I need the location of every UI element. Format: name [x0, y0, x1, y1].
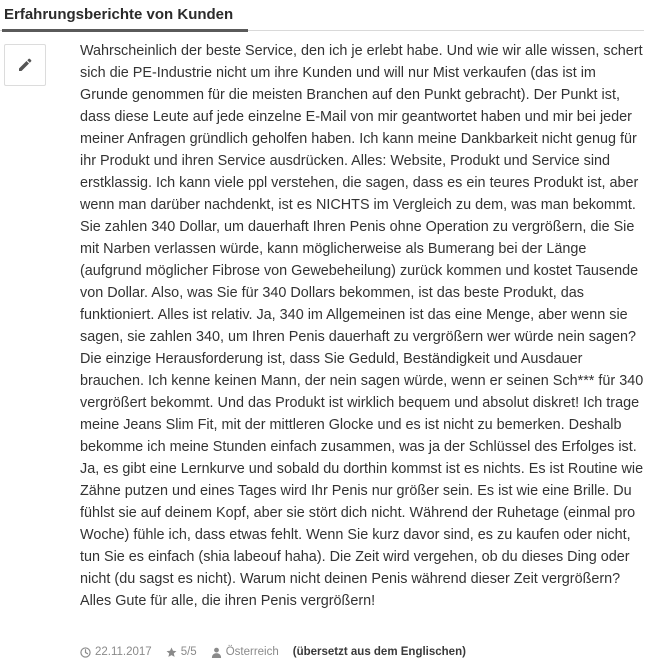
- title-underline: [2, 29, 248, 32]
- review-meta: [80, 642, 480, 662]
- review-date-text: 22.11.2017: [95, 646, 152, 658]
- review-date: [80, 646, 152, 658]
- review-rating-text: 5/5: [180, 646, 197, 658]
- review-country: [211, 646, 279, 658]
- section-header: [0, 0, 644, 31]
- clock-icon: [80, 647, 91, 658]
- star-icon: [166, 647, 177, 658]
- translated-note: (übersetzt aus dem Englischen): [292, 646, 466, 658]
- pencil-icon: [18, 58, 32, 72]
- section-title: Erfahrungsberichte von Kunden: [4, 6, 234, 23]
- review-country-text: Österreich: [225, 646, 279, 658]
- review-rating: [166, 646, 197, 658]
- review-text: Wahrscheinlich der beste Service, den ich je erlebt habe. Und wie wir alle wissen, schert sich die PE-Industrie nicht um ihre Kunden und will nur Mist verkaufen (das ist im Grunde genommen für die meisten Branchen auf den Punkt gebracht). Der Punkt ist, dass diese Leute auf jede einzelne E-Mail von mir geantwortet haben und mir bei jeder meiner Anfragen gründlich geholfen haben. Ich kann meine Dankbarkeit nicht genug für ihr Produkt und ihren Service ausdrücken. Alles: Website, Produkt und Service sind erstklassig. Ich kann viele ppl verstehen, die sagen, dass es ein teures Produkt ist, aber wenn man darüber nachdenkt, ist es NICHTS im Vergleich zu dem, was man bekommt. Sie zahlen 340 Dollar, um dauerhaft Ihren Penis ohne Operation zu vergrößern, die Sie mit Narben verlassen würde, kann möglicherweise als Bumerang bei der Länge (aufgrund möglicher Fibrose von Gewebeheilung) zurück kommen und kostet Tausende von Dollar. Also, was Sie für 340 Dollars bekommen, ist das beste Produkt, das funktioniert. Alles ist relativ. Ja, 340 im Allgemeinen ist das eine Menge, aber wenn sie sagen, sie zahlen 340, um Ihren Penis dauerhaft zu vergrößern wer würde nein sagen? Die einzige Herausforderung ist, dass Sie Geduld, Beständigkeit und Ausdauer brauchen. Ich kenne keinen Mann, der nein sagen würde, wenn er seinen Sch*** für 340 vergrößert bekommt. Und das Produkt ist wirklich bequem und absolut diskret! Ich trage meine Jeans Slim Fit, mit der mittleren Glocke und es ist nicht zu bemerken. Deshalb bekomme ich meine Stunden einfach zusammen, was ja der Schlüssel des Erfolges ist. Ja, es gibt eine Lernkurve und sobald du dorthin kommst ist es nichts. Es ist Routine wie Zähne putzen und eines Tages wird Ihr Penis nur größer sein. Es ist wie eine Brille. Du fühlst sie auf deinem Kopf, aber sie stört dich nicht. Während der Ruhetage (einmal pro Woche) fühle ich, dass etwas fehlt. Wenn Sie kurz davor sind, es zu kaufen oder nicht, tun Sie es einfach (shia labeouf haha). Die Zeit wird vergehen, ob du dieses Ding oder nicht (du sagst es nicht). Warum nicht deinen Penis während dieser Zeit vergrößern? Alles Gute für alle, die ihren Penis vergrößern!: [80, 43, 644, 609]
- user-icon: [211, 647, 222, 658]
- edit-review-button[interactable]: [4, 44, 46, 86]
